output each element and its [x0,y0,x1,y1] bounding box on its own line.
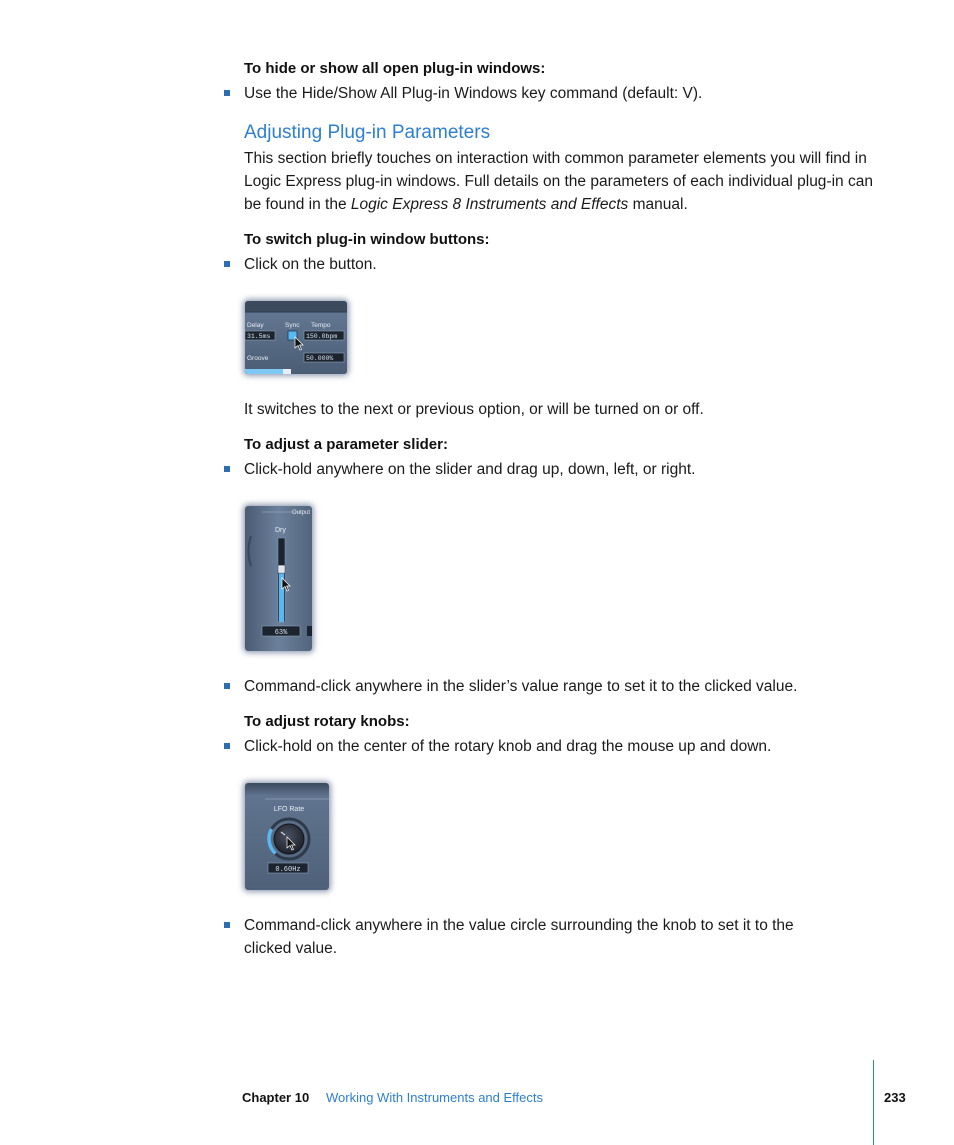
list-item [224,914,874,960]
slider-graphic [245,506,312,651]
sync-label: Sync [285,322,300,329]
lfo-rate-label: LFO Rate [273,806,305,813]
list-item-text: Use the Hide/Show All Plug-in Windows key command (default: V). [244,85,703,102]
bullet-icon [224,466,230,472]
knob-figure [245,783,329,890]
list-item-text: Click on the button. [244,256,377,273]
list-item [224,675,874,698]
slider-handle[interactable] [278,565,285,573]
list-item-text: Command-click anywhere in the slider’s value range to set it to the clicked value. [244,678,798,695]
task-heading-switch-buttons: To switch plug-in window buttons: [244,231,490,248]
list-item [224,253,874,276]
page-number: 233 [884,1090,906,1105]
list-item-text: Click-hold on the center of the rotary knob and drag the mouse up and down. [244,738,772,755]
footer-divider [873,1060,874,1145]
tempo-value: 150.0bpm [306,333,338,340]
bullet-icon [224,743,230,749]
manual-title: Logic Express 8 Instruments and Effects [350,196,629,213]
tempo-label: Tempo [311,322,331,329]
knob-graphic [245,783,329,890]
slider-fill [279,569,284,622]
intro-paragraph [244,147,874,216]
dry-label: Dry [275,527,286,534]
plugin-buttons-figure [245,301,347,374]
list-item-text: Command-click anywhere in the value circle surrounding the knob to set it to the clicked value. [244,917,794,957]
intro-text-2: manual. [628,196,688,213]
knob-value: 0.60Hz [275,866,301,874]
bullet-icon [224,922,230,928]
delay-value: 31.5ms [247,333,271,340]
output-label: Output [292,510,311,516]
list-item [224,735,874,758]
list-item-text: Click-hold anywhere on the slider and drag up, down, left, or right. [244,461,696,478]
footer-chapter: Chapter 10 [242,1090,310,1105]
task-heading-slider: To adjust a parameter slider: [244,436,448,453]
plugin-buttons-graphic [245,301,347,374]
section-title: Adjusting Plug-in Parameters [244,122,491,143]
task-heading-hide-show: To hide or show all open plug-in windows: [244,60,546,77]
bullet-icon [224,683,230,689]
groove-value: 50.000% [306,355,334,362]
task-heading-knob: To adjust rotary knobs: [244,713,410,730]
intro-text-1: This section briefly touches on interaction with common parameter elements you will find in Logic Express plug-in windows. Full details on the parameters of each individual plug-in can be found in the [244,150,873,213]
slider-figure [245,506,312,651]
bullet-icon [224,90,230,96]
groove-label: Groove [247,355,269,362]
list-item [224,458,874,481]
footer-chapter-title[interactable]: Working With Instruments and Effects [326,1090,543,1105]
delay-label: Delay [247,322,264,329]
switch-result-paragraph: It switches to the next or previous option, or will be turned on or off. [244,401,704,418]
bullet-icon [224,261,230,267]
list-item [224,82,874,105]
slider-value: 63% [274,629,288,637]
